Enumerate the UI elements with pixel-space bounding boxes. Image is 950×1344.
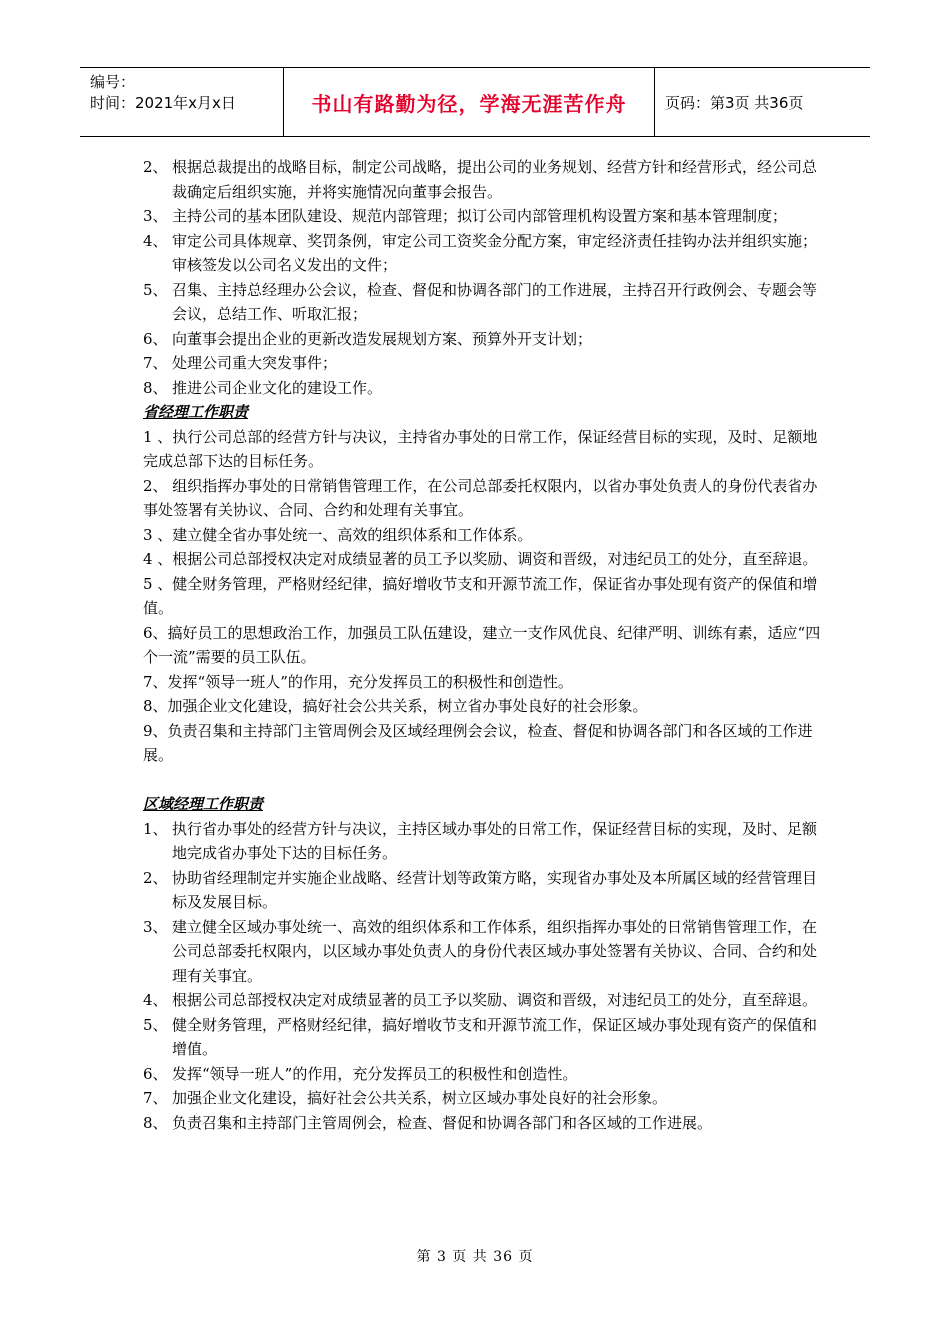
list-item — [143, 327, 823, 352]
list-item — [143, 1013, 823, 1062]
item-text: 健全财务管理，严格财经纪律，搞好增收节支和开源节流工作，保证区域办事处现有资产的保值和增值。 — [172, 1015, 818, 1058]
list-item — [143, 915, 823, 989]
section-heading-provincial-manager: 省经理工作职责 — [143, 403, 249, 421]
motto-text: 书山有路勤为径，学海无涯苦作舟 — [311, 91, 627, 116]
item-text: 根据公司总部授权决定对成绩显著的员工予以奖励、调资和晋级，对违纪员工的处分，直至辞退。 — [172, 991, 818, 1009]
list-item — [143, 817, 823, 866]
item-text: 根据总裁提出的战略目标，制定公司战略，提出公司的业务规划、经营方针和经营形式，经公司总裁确定后组织实施，并将实施情况向董事会报告。 — [172, 158, 818, 201]
list-item — [143, 229, 823, 278]
list-item — [143, 278, 823, 327]
list-item — [143, 988, 823, 1013]
paragraph: 8、加强企业文化建设，搞好社会公共关系，树立省办事处良好的社会形象。 — [143, 697, 648, 715]
item-number: 5、 — [143, 1015, 168, 1034]
section-2 — [143, 425, 823, 768]
item-text: 处理公司重大突发事件； — [172, 354, 338, 372]
item-text: 建立健全区域办事处统一、高效的组织体系和工作体系，组织指挥办事处的日常销售管理工作，在公司总部委托权限内，以区域办事处负责人的身份代表区域办事处签署有关协议、合同、合约和处理有关事宜。 — [172, 917, 818, 985]
item-text: 负责召集和主持部门主管周例会，检查、督促和协调各部门和各区域的工作进展。 — [172, 1113, 713, 1132]
item-number: 8、 — [143, 1113, 168, 1132]
item-number: 6、 — [143, 329, 168, 348]
paragraph: 5 、健全财务管理，严格财经纪律，搞好增收节支和开源节流工作，保证省办事处现有资产的保值和增值。 — [143, 574, 818, 617]
item-number: 8、 — [143, 378, 168, 397]
header-meta — [80, 68, 283, 136]
item-text: 召集、主持总经理办公会议，检查、督促和协调各部门的工作进展，主持召开行政例会、专题会等会议，总结工作、听取汇报； — [172, 280, 818, 323]
paragraph: 3 、建立健全省办事处统一、高效的组织体系和工作体系。 — [143, 525, 533, 544]
page-footer: 第 3 页 共 36 页 — [416, 1249, 534, 1265]
number-label: 编号： — [90, 73, 136, 91]
item-number: 1、 — [143, 819, 168, 838]
item-number: 2、 — [143, 158, 168, 176]
item-text: 执行省办事处的经营方针与决议，主持区域办事处的日常工作，保证经营目标的实现，及时、足额地完成省办事处下达的目标任务。 — [172, 819, 818, 862]
item-text: 推进公司企业文化的建设工作。 — [172, 378, 383, 397]
header-motto-cell — [283, 68, 655, 136]
list-item — [143, 866, 823, 915]
item-number: 4、 — [143, 991, 168, 1009]
item-number: 3、 — [143, 207, 168, 225]
paragraph: 2、 组织指挥办事处的日常销售管理工作，在公司总部委托权限内，以省办事处负责人的身份代表省办事处签署有关协议、合同、合约和处理有关事宜。 — [143, 476, 818, 519]
item-text: 加强企业文化建设，搞好社会公共关系，树立区域办事处良好的社会形象。 — [172, 1089, 668, 1107]
list-item — [143, 376, 823, 401]
list-item — [143, 1111, 823, 1136]
list-item — [143, 1086, 823, 1111]
list-item — [143, 1062, 823, 1087]
blank-line — [143, 768, 823, 793]
item-text: 协助省经理制定并实施企业战略、经营计划等政策方略，实现省办事处及本所属区域的经营管理目标及发展目标。 — [172, 868, 818, 911]
section-3 — [143, 817, 823, 1136]
list-1 — [143, 155, 823, 400]
list-item — [143, 155, 823, 204]
item-number: 7、 — [143, 354, 168, 372]
section-heading-regional-manager: 区域经理工作职责 — [143, 795, 264, 813]
paragraph: 6、搞好员工的思想政治工作，加强员工队伍建设，建立一支作风优良、纪律严明、训练有素，适应“四个一流”需要的员工队伍。 — [143, 623, 821, 666]
time-label: 时间：2021年x月x日 — [90, 94, 236, 112]
item-number: 5、 — [143, 280, 168, 299]
item-number: 2、 — [143, 868, 168, 887]
item-number: 6、 — [143, 1064, 168, 1083]
paragraph: 9、负责召集和主持部门主管周例会及区域经理例会会议，检查、督促和协调各部门和各区域的工作进展。 — [143, 721, 813, 764]
paragraph: 1 、执行公司总部的经营方针与决议，主持省办事处的日常工作，保证经营目标的实现，及时、足额地完成总部下达的目标任务。 — [143, 427, 818, 470]
item-text: 发挥“领导一班人”的作用，充分发挥员工的积极性和创造性。 — [172, 1064, 578, 1083]
item-text: 审定公司具体规章、奖罚条例，审定公司工资奖金分配方案，审定经济责任挂钩办法并组织实施；审核签发以公司名义发出的文件； — [172, 231, 818, 274]
page-header — [80, 67, 870, 137]
item-number: 7、 — [143, 1089, 168, 1107]
paragraph: 4 、根据公司总部授权决定对成绩显著的员工予以奖励、调资和晋级，对违纪员工的处分，直至辞退。 — [143, 550, 818, 568]
item-number: 4、 — [143, 231, 168, 250]
document-body — [143, 155, 823, 1135]
list-item — [143, 351, 823, 376]
paragraph: 7、发挥“领导一班人”的作用，充分发挥员工的积极性和创造性。 — [143, 672, 573, 691]
item-text: 向董事会提出企业的更新改造发展规划方案、预算外开支计划； — [172, 329, 593, 348]
item-text: 主持公司的基本团队建设、规范内部管理；拟订公司内部管理机构设置方案和基本管理制度； — [172, 207, 788, 225]
page-info: 页码：第3页 共36页 — [665, 93, 804, 112]
list-item — [143, 204, 823, 229]
item-number: 3、 — [143, 917, 168, 936]
